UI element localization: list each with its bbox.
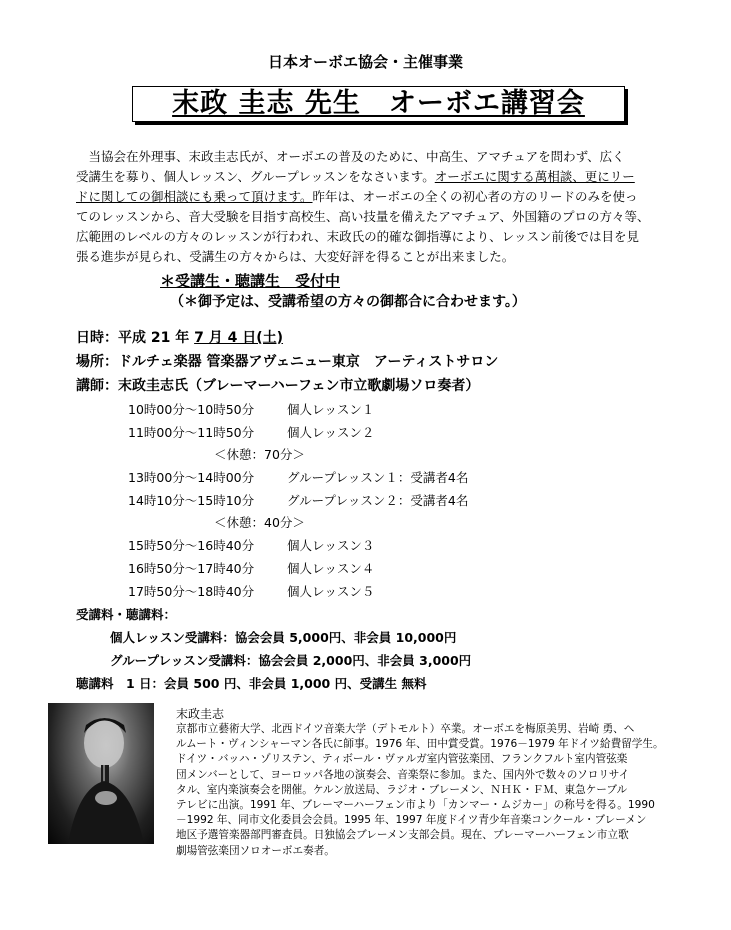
event-date xyxy=(76,327,283,347)
fee-private: 個人レッスン受講料：協会会員 5,000円、非会員 10,000円 xyxy=(110,630,457,645)
bio-text xyxy=(176,722,686,859)
schedule-lesson: グループレッスン１：受講者4名 xyxy=(287,470,469,485)
intro-text-underlined: オーボエに関する萬相談、更にリー xyxy=(434,169,635,184)
schedule-break: ＜休憩：70分＞ xyxy=(214,447,305,462)
date-value: 7 月 4 日(土) xyxy=(194,330,284,346)
bio-line: タル、室内楽演奏会を開催。ケルン放送局、ラジオ・ブレーメン、ＮＨＫ・ＦＭ、東急ケーブル xyxy=(176,783,628,796)
schedule-lesson: 個人レッスン３ xyxy=(287,538,375,553)
schedule-time: 14時10分～15時10分 xyxy=(128,493,255,508)
schedule-time: 10時00分～10時50分 xyxy=(128,402,255,417)
bio-line: 劇場管弦楽団ソロオーボエ奏者。 xyxy=(176,844,335,857)
schedule-time: 17時50分～18時40分 xyxy=(128,584,255,599)
schedule-lesson: 個人レッスン２ xyxy=(287,425,375,440)
recruit-heading: ＊受講生・聴講生 受付中 xyxy=(160,272,341,290)
schedule-break: ＜休憩：40分＞ xyxy=(214,515,305,530)
intro-line xyxy=(76,167,672,187)
schedule-lesson: 個人レッスン１ xyxy=(287,402,375,417)
schedule-lesson: 個人レッスン５ xyxy=(287,584,375,599)
bio-line: 団メンバーとして、ヨーロッパ各地の演奏会、音楽祭に参加。また、国内外で数々のソロリサイ xyxy=(176,768,630,781)
schedule-time: 13時00分～14時00分 xyxy=(128,470,255,485)
page-title: 末政 圭志 先生 オーボエ講習会 xyxy=(172,88,585,119)
title-box xyxy=(132,86,625,122)
fee-audit: 聴講料 1 日：会員 500 円、非会員 1,000 円、受講生 無料 xyxy=(76,676,427,691)
fee-group: グループレッスン受講料：協会会員 2,000円、非会員 3,000円 xyxy=(110,653,472,668)
bio-line: 京都市立藝術大学、北西ドイツ音楽大学（デトモルト）卒業。オーボエを梅原美男、岩崎 勇、ヘ xyxy=(176,723,635,735)
schedule-lesson: グループレッスン２：受講者4名 xyxy=(287,493,469,508)
event-instructor: 講師：末政圭志氏（ブレーマーハーフェン市立歌劇場ソロ奏者） xyxy=(76,378,480,394)
schedule-time: 16時50分～17時40分 xyxy=(128,561,255,576)
intro-text: てのレッスンから、音大受験を目指す高校生、高い技量を備えたアマチュア、外国籍のプロの方々等、 xyxy=(76,209,650,224)
intro-text: 昨年は、オーボエの全くの初心者の方のリードのみを使っ xyxy=(312,189,638,204)
intro-line xyxy=(76,227,672,247)
intro-line xyxy=(76,247,672,267)
intro-text: 当協会在外理事、末政圭志氏が、オーボエの普及のために、中高生、アマチュアを問わず、広く xyxy=(88,149,625,164)
intro-line xyxy=(76,207,672,227)
fees-heading: 受講料・聴講料： xyxy=(76,607,177,622)
instructor-portrait-svg xyxy=(48,703,154,844)
instructor-photo xyxy=(48,703,154,844)
schedule-time: 11時00分～11時50分 xyxy=(128,425,255,440)
intro-text: 受講生を募り、個人レッスン、グループレッスンをなさいます。 xyxy=(76,169,435,184)
bio-line: テレビに出演。1991 年、ブレーマーハーフェン市より「カンマー・ムジカー」の称号を得る。1990 xyxy=(176,799,655,812)
intro-line xyxy=(76,147,672,167)
intro-text-underlined: ドに関しての御相談にも乗って頂けます。 xyxy=(76,189,313,204)
recruit-note: （＊御予定は、受講希望の方々の御都合に合わせます。） xyxy=(170,294,526,310)
organizer-line: 日本オーボエ協会・主催事業 xyxy=(267,53,463,71)
schedule-lesson: 個人レッスン４ xyxy=(287,561,375,576)
schedule-time: 15時50分～16時40分 xyxy=(128,538,255,553)
event-place: 場所：ドルチェ楽器 管楽器アヴェニュー東京 アーティストサロン xyxy=(76,354,499,370)
intro-text: 広範囲のレベルの方々のレッスンが行われ、末政氏の的確な御指導により、レッスン前後では目を見 xyxy=(76,229,640,244)
intro-line xyxy=(76,187,672,207)
bio-line: ルムート・ヴィンシャーマン各氏に師事。1976 年、田中賞受賞。1976－1979 年ドイツ給費留学生。 xyxy=(176,738,664,751)
bio-line: 地区予選管楽器部門審査員。日独協会ブレーメン支部会員。現在、ブレーマーハーフェン市立歌 xyxy=(176,829,629,842)
bio-name: 末政圭志 xyxy=(176,707,225,721)
bio-line: －1992 年、同市文化委員会会員。1995 年、1997 年度ドイツ青少年音楽コンクール・ブレーメン xyxy=(176,814,647,827)
date-label: 日時：平成 21 年 xyxy=(76,330,195,346)
bio-line: ドイツ・バッハ・ゾリステン、ティボール・ヴァルガ室内管弦楽団、フランクフルト室内管弦楽 xyxy=(176,753,628,766)
intro-paragraph xyxy=(76,147,672,267)
intro-text: 張る進歩が見られ、受講生の方々からは、大変好評を得ることが出来ました。 xyxy=(76,249,515,264)
